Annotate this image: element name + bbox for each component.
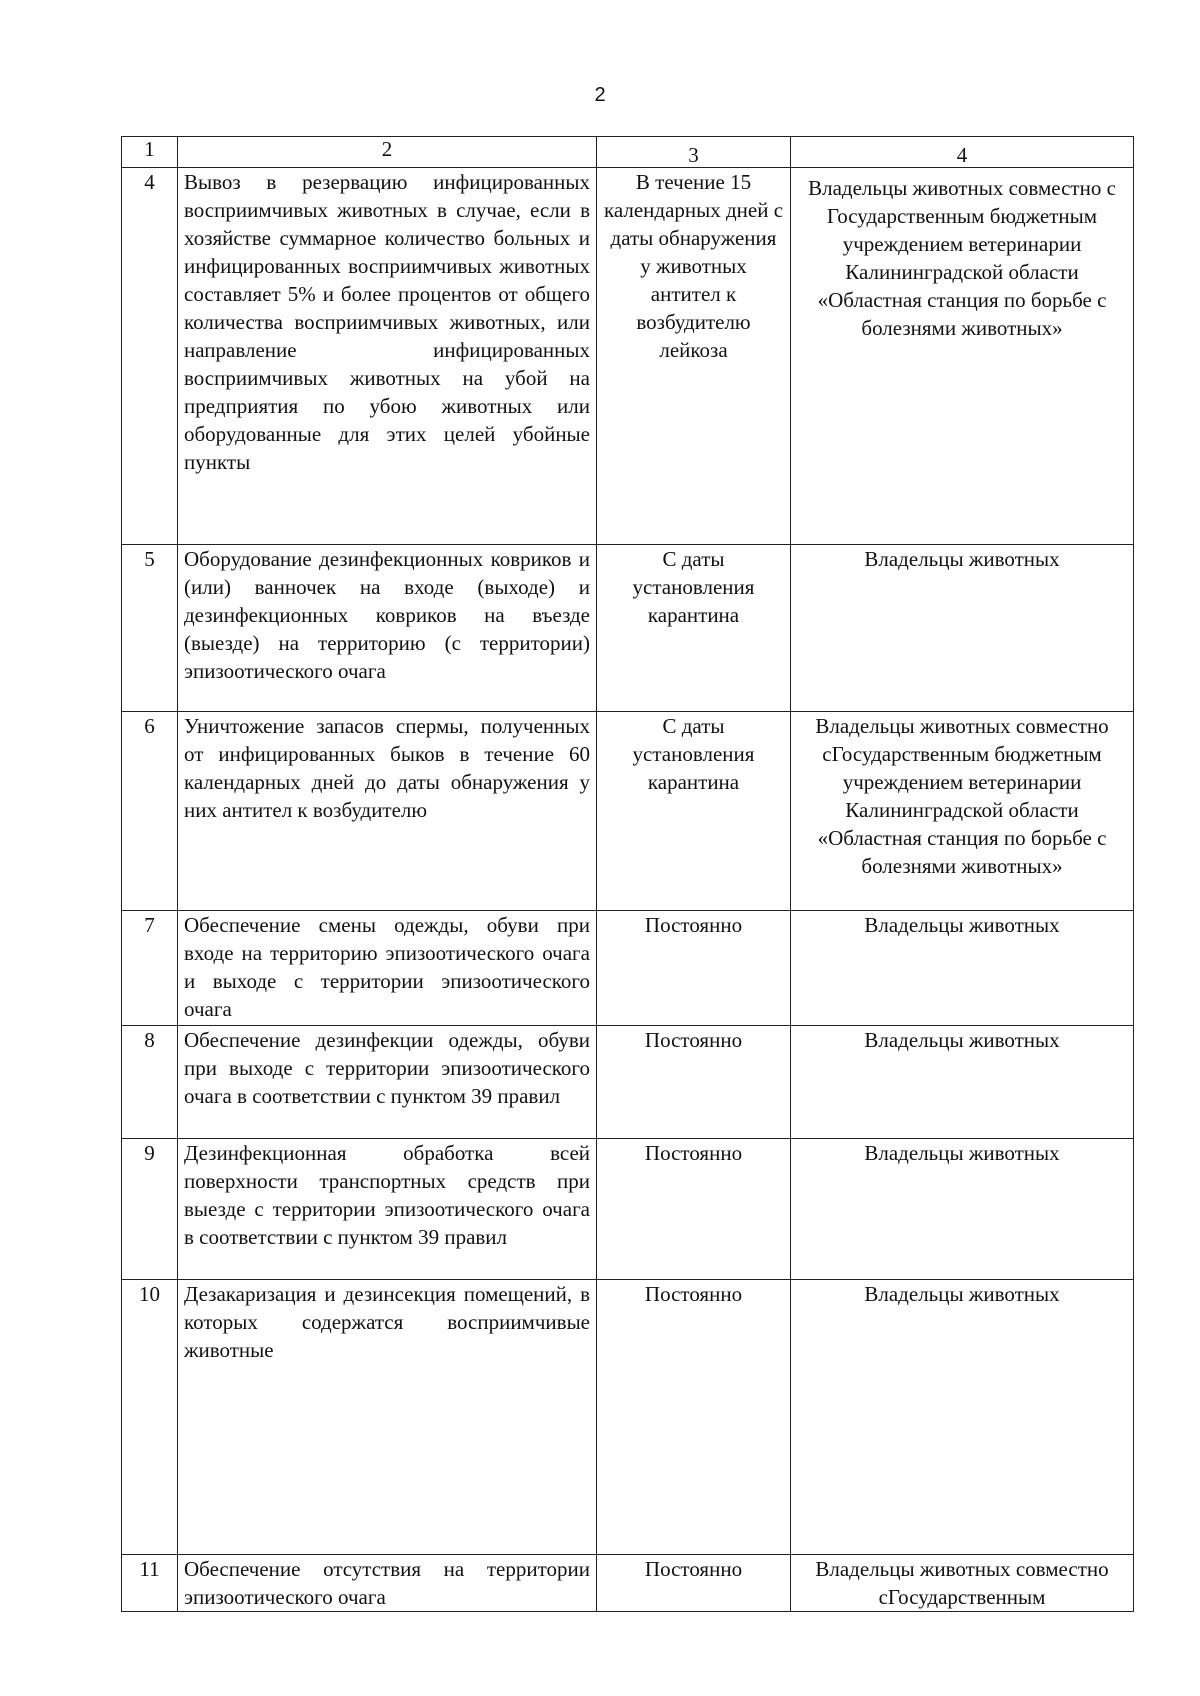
column-number-4: 4 <box>791 137 1134 168</box>
measure-deadline: В течение 15 календарных дней с даты обнаружения у животных антител к возбудителю лейкоза <box>597 168 791 545</box>
measure-deadline: С даты установления карантина <box>597 545 791 712</box>
measure-description: Дезинфекционная обработка всей поверхности транспортных средств при выезде с территории эпизоотического очага в соответствии с пунктом 39 правил <box>178 1139 597 1280</box>
table-row <box>122 1139 1134 1280</box>
table-row <box>122 1026 1134 1139</box>
table-row <box>122 911 1134 1026</box>
measures-table <box>121 136 1134 1612</box>
table-row <box>122 168 1134 545</box>
measure-deadline: С даты установления карантина <box>597 712 791 911</box>
measure-deadline: Постоянно <box>597 1555 791 1612</box>
column-number-1: 1 <box>122 137 178 168</box>
row-number: 8 <box>122 1026 178 1139</box>
measure-responsible: Владельцы животных <box>791 1026 1134 1139</box>
row-number: 7 <box>122 911 178 1026</box>
measure-description: Обеспечение отсутствия на территории эпизоотического очага <box>178 1555 597 1612</box>
row-number: 11 <box>122 1555 178 1612</box>
measure-responsible: Владельцы животных <box>791 545 1134 712</box>
column-number-3: 3 <box>597 137 791 168</box>
measure-deadline: Постоянно <box>597 1280 791 1555</box>
table-row <box>122 1280 1134 1555</box>
measure-description: Обеспечение дезинфекции одежды, обуви при выходе с территории эпизоотического очага в соответствии с пунктом 39 правил <box>178 1026 597 1139</box>
measure-description: Обеспечение смены одежды, обуви при входе на территорию эпизоотического очага и выходе с территории эпизоотического очага <box>178 911 597 1026</box>
measure-responsible: Владельцы животных совместно сГосударственным бюджетным учреждением ветеринарии Калининградской области «Областная станция по борьбе с болезнями животных» <box>791 712 1134 911</box>
measure-responsible: Владельцы животных <box>791 1139 1134 1280</box>
measure-description: Дезакаризация и дезинсекция помещений, в которых содержатся восприимчивые животные <box>178 1280 597 1555</box>
measure-description: Вывоз в резервацию инфицированных восприимчивых животных в случае, если в хозяйстве суммарное количество больных и инфицированных восприимчивых животных составляет 5% и более процентов от общего количества восприимчивых животных, или направление инфицированных восприимчивых животных на убой на предприятия по убою животных или оборудованные для этих целей убойные пункты <box>178 168 597 545</box>
table-header-row <box>122 137 1134 168</box>
table-row <box>122 1555 1134 1612</box>
table-row <box>122 712 1134 911</box>
page-number: 2 <box>594 84 606 106</box>
row-number: 9 <box>122 1139 178 1280</box>
row-number: 5 <box>122 545 178 712</box>
measure-responsible: Владельцы животных совместно с Государственным бюджетным учреждением ветеринарии Калининградской области «Областная станция по борьбе с болезнями животных» <box>791 168 1134 545</box>
measure-deadline: Постоянно <box>597 1139 791 1280</box>
measure-description: Оборудование дезинфекционных ковриков и (или) ванночек на входе (выходе) и дезинфекционных ковриков на въезде (выезде) на территорию (с территории) эпизоотического очага <box>178 545 597 712</box>
table-row <box>122 545 1134 712</box>
measure-responsible: Владельцы животных <box>791 911 1134 1026</box>
column-number-2: 2 <box>178 137 597 168</box>
row-number: 6 <box>122 712 178 911</box>
measure-description: Уничтожение запасов спермы, полученных от инфицированных быков в течение 60 календарных дней до даты обнаружения у них антител к возбудителю <box>178 712 597 911</box>
measure-responsible: Владельцы животных <box>791 1280 1134 1555</box>
row-number: 10 <box>122 1280 178 1555</box>
measure-deadline: Постоянно <box>597 1026 791 1139</box>
measure-deadline: Постоянно <box>597 911 791 1026</box>
row-number: 4 <box>122 168 178 545</box>
measure-responsible: Владельцы животных совместно сГосударственным <box>791 1555 1134 1612</box>
